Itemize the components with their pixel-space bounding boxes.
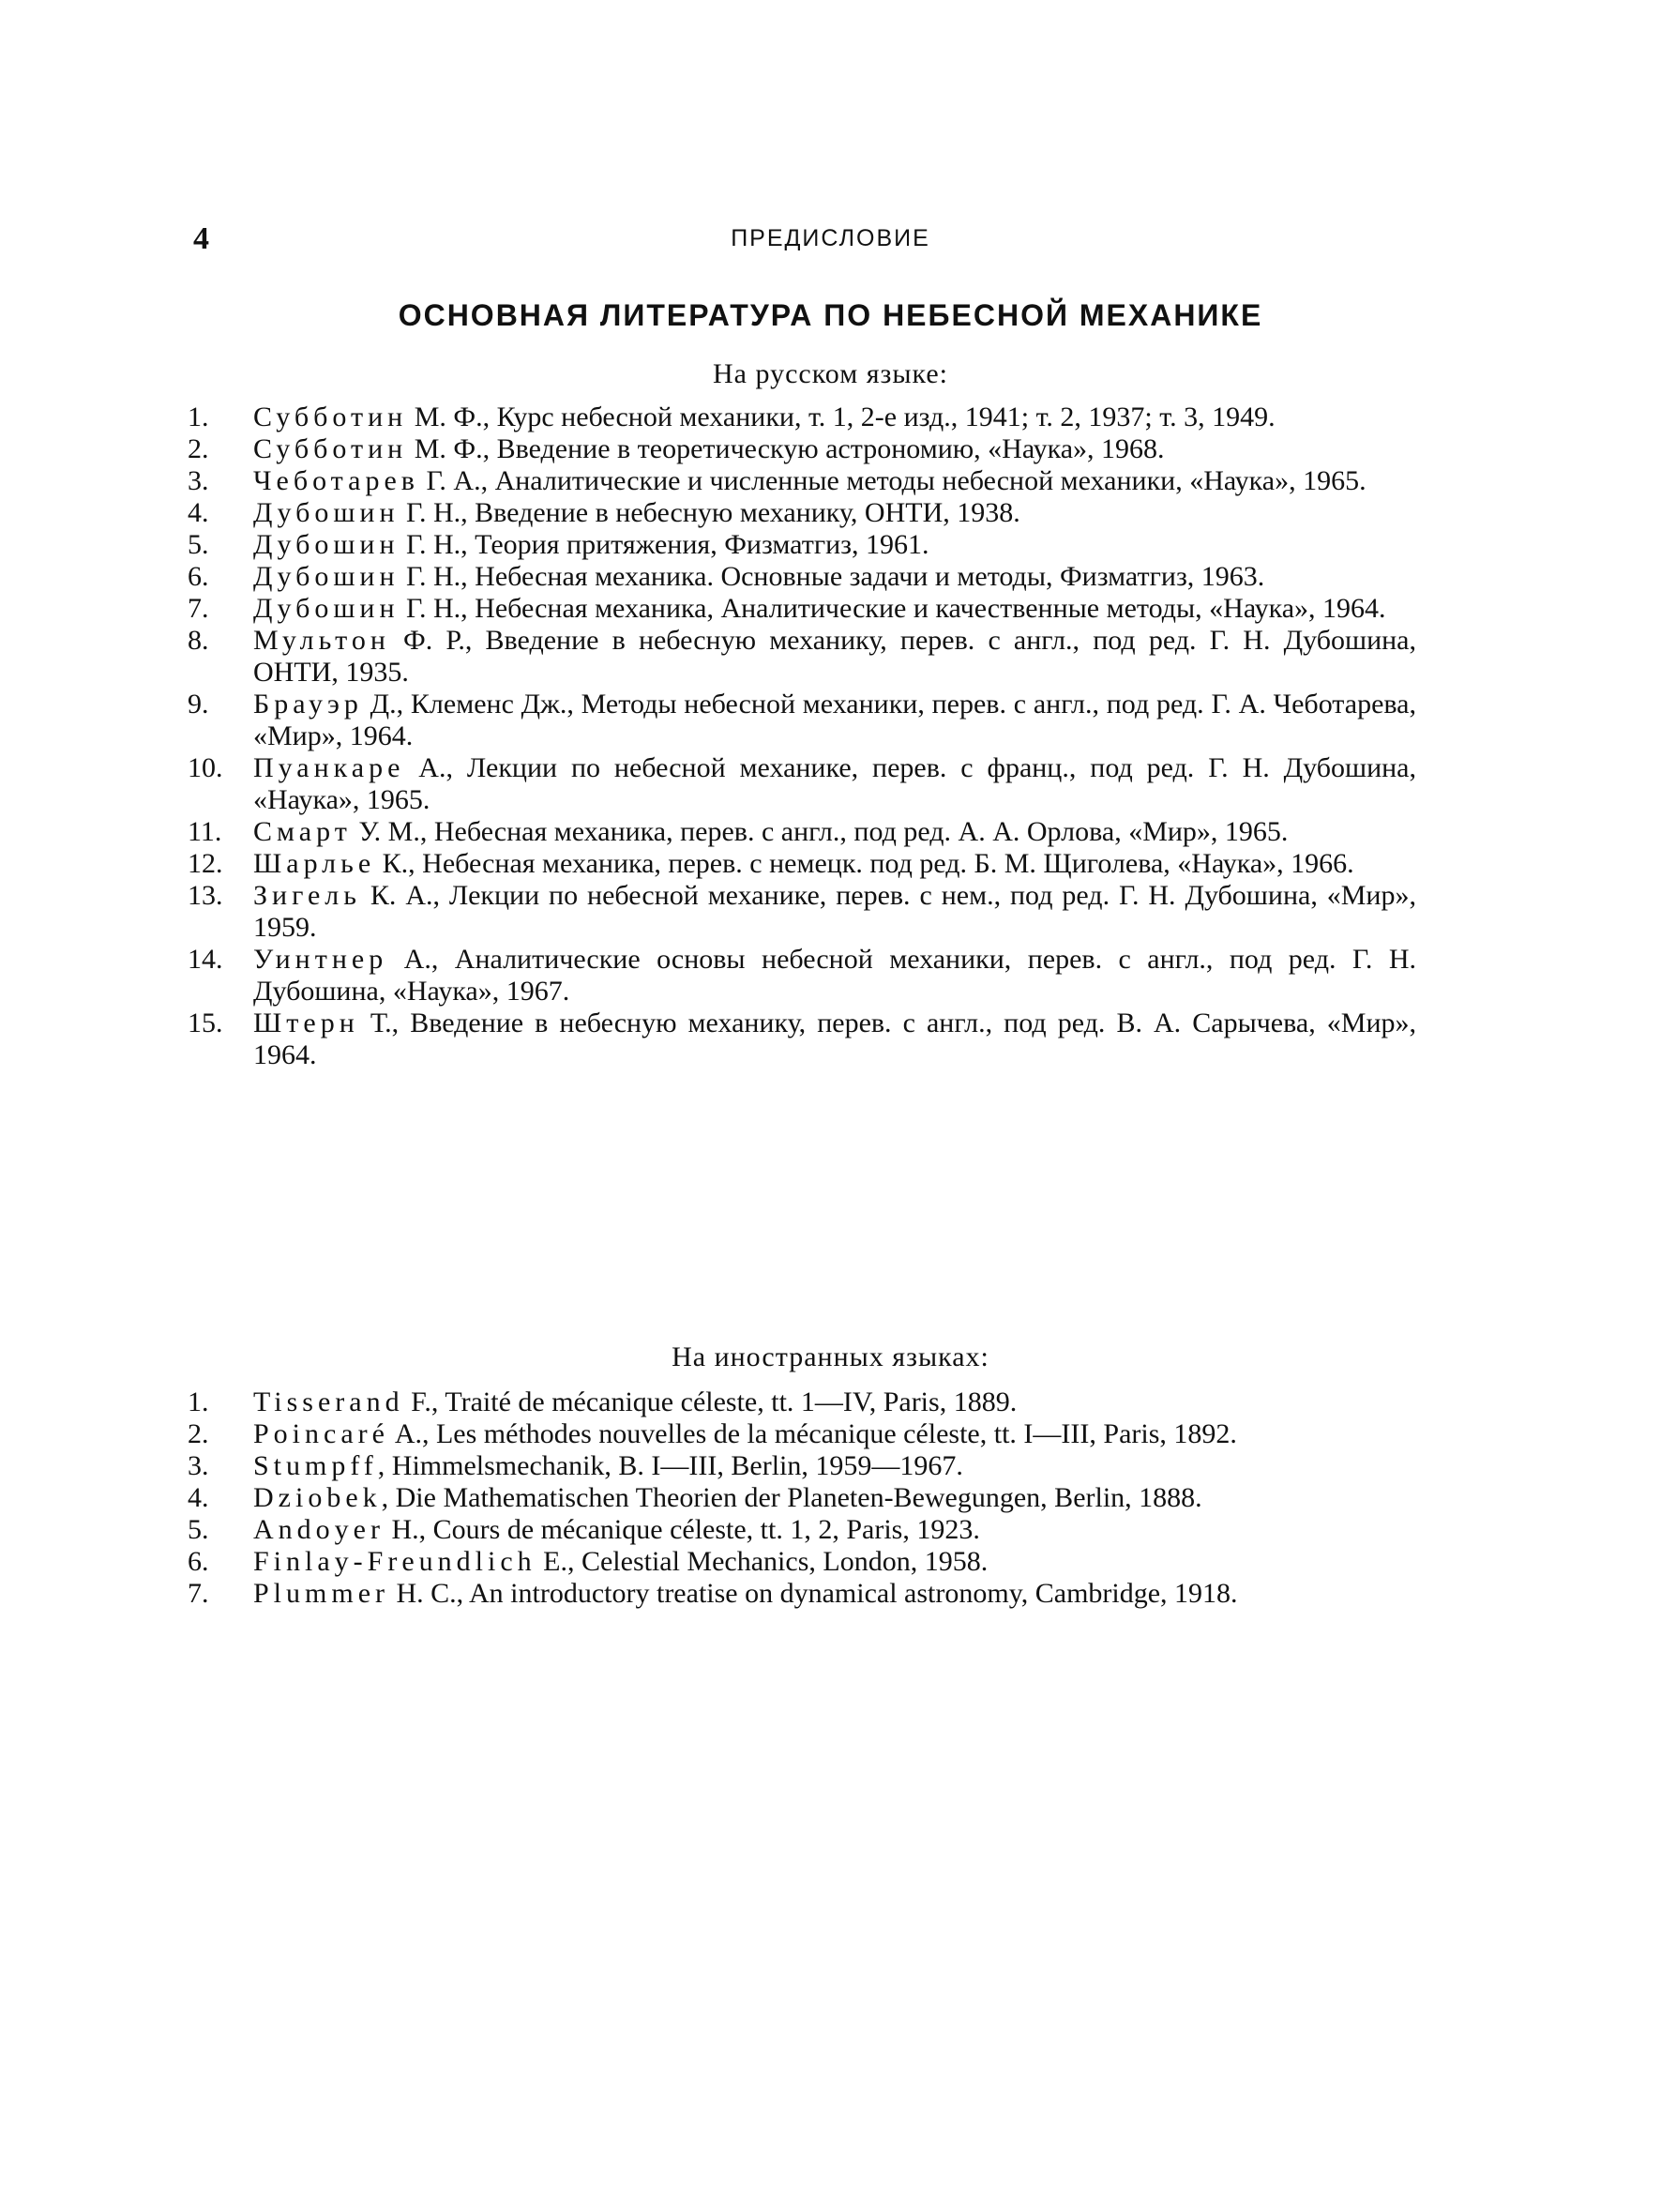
reference-item bbox=[188, 625, 1416, 689]
reference-author: Субботин bbox=[253, 433, 408, 464]
reference-number: 8. bbox=[188, 625, 209, 656]
reference-number: 11. bbox=[188, 816, 222, 847]
section-heading-russian: На русском языке: bbox=[713, 358, 948, 389]
running-head: ПРЕДИСЛОВИЕ bbox=[731, 225, 930, 251]
reference-text: К., Небесная механика, перев. с немецк. под ред. Б. М. Щиголева, «Наука», 1966. bbox=[375, 848, 1354, 879]
reference-text: Г. А., Аналитические и численные методы небесной механики, «Наука», 1965. bbox=[418, 465, 1367, 496]
reference-text: E., Celestial Mechanics, London, 1958. bbox=[536, 1546, 989, 1577]
reference-text: H. C., An introductory treatise on dynamical astronomy, Cambridge, 1918. bbox=[389, 1578, 1238, 1609]
reference-text: H., Cours de mécanique céleste, tt. 1, 2, Paris, 1923. bbox=[384, 1514, 980, 1545]
reference-author: Смарт bbox=[253, 816, 352, 847]
reference-item bbox=[188, 1418, 1416, 1450]
reference-item bbox=[188, 561, 1416, 593]
reference-number: 13. bbox=[188, 880, 223, 911]
reference-text: А., Аналитические основы небесной механики, перев. с англ., под ред. Г. Н. Дубошина, «Наука», 1967. bbox=[253, 944, 1416, 1007]
reference-item bbox=[188, 1482, 1416, 1514]
reference-text: М. Ф., Введение в теоретическую астрономию, «Наука», 1968. bbox=[407, 433, 1165, 464]
reference-author: Andoyer bbox=[253, 1514, 385, 1545]
page-title: ОСНОВНАЯ ЛИТЕРАТУРА ПО НЕБЕСНОЙ МЕХАНИКЕ bbox=[398, 298, 1263, 332]
reference-text: К. А., Лекции по небесной механике, перев. с нем., под ред. Г. Н. Дубошина, «Мир», 1959. bbox=[253, 880, 1416, 943]
reference-author: Штерн bbox=[253, 1008, 359, 1038]
reference-number: 2. bbox=[188, 1418, 209, 1449]
reference-text: A., Les méthodes nouvelles de la mécanique céleste, tt. I—III, Paris, 1892. bbox=[388, 1418, 1237, 1449]
reference-author: Мультон bbox=[253, 625, 390, 656]
reference-item bbox=[188, 1546, 1416, 1578]
reference-author: Dziobek bbox=[253, 1482, 382, 1513]
reference-item bbox=[188, 752, 1416, 816]
reference-number: 5. bbox=[188, 529, 209, 560]
section-heading-foreign: На иностранных языках: bbox=[672, 1341, 989, 1372]
reference-text: У. М., Небесная механика, перев. с англ., под ред. А. А. Орлова, «Мир», 1965. bbox=[351, 816, 1289, 847]
reference-text: , Die Mathematischen Theorien der Planeten-Bewegungen, Berlin, 1888. bbox=[381, 1482, 1202, 1513]
reference-number: 7. bbox=[188, 593, 209, 624]
reference-text: Г. Н., Введение в небесную механику, ОНТИ, 1938. bbox=[399, 497, 1020, 528]
reference-text: , Himmelsmechanik, B. I—III, Berlin, 1959—1967. bbox=[377, 1450, 963, 1481]
reference-item bbox=[188, 1386, 1416, 1418]
reference-item bbox=[188, 689, 1416, 752]
reference-item bbox=[188, 1450, 1416, 1482]
reference-item bbox=[188, 816, 1416, 848]
reference-item bbox=[188, 401, 1416, 433]
reference-number: 6. bbox=[188, 1546, 209, 1577]
page-number: 4 bbox=[193, 221, 209, 256]
reference-text: Г. Н., Небесная механика. Основные задачи и методы, Физматгиз, 1963. bbox=[399, 561, 1265, 592]
reference-number: 3. bbox=[188, 465, 209, 496]
reference-author: Finlay-Freundlich bbox=[253, 1546, 536, 1577]
reference-author: Stumpff bbox=[253, 1450, 378, 1481]
reference-number: 9. bbox=[188, 689, 209, 720]
reference-item bbox=[188, 433, 1416, 465]
reference-list-foreign bbox=[188, 1386, 1416, 1610]
reference-item bbox=[188, 1008, 1416, 1071]
reference-text: Г. Н., Небесная механика, Аналитические и качественные методы, «Наука», 1964. bbox=[399, 593, 1386, 624]
reference-author: Субботин bbox=[253, 401, 408, 432]
reference-author: Чеботарев bbox=[253, 465, 419, 496]
reference-text: Ф. Р., Введение в небесную механику, перев. с англ., под ред. Г. Н. Дубошина, ОНТИ, 1935. bbox=[253, 625, 1416, 688]
reference-author: Poincaré bbox=[253, 1418, 389, 1449]
reference-author: Дубошин bbox=[253, 529, 400, 560]
reference-item bbox=[188, 848, 1416, 880]
reference-author: Брауэр bbox=[253, 689, 363, 720]
reference-number: 1. bbox=[188, 1386, 209, 1417]
reference-number: 2. bbox=[188, 433, 209, 464]
reference-number: 7. bbox=[188, 1578, 209, 1609]
reference-author: Дубошин bbox=[253, 593, 400, 624]
reference-number: 5. bbox=[188, 1514, 209, 1545]
reference-number: 15. bbox=[188, 1008, 223, 1038]
reference-text: А., Лекции по небесной механике, перев. с франц., под ред. Г. Н. Дубошина, «Наука», 1965. bbox=[253, 752, 1416, 815]
reference-number: 4. bbox=[188, 497, 209, 528]
reference-author: Plummer bbox=[253, 1578, 389, 1609]
reference-author: Зигель bbox=[253, 880, 361, 911]
reference-item bbox=[188, 593, 1416, 625]
reference-text: Т., Введение в небесную механику, перев. с англ., под ред. В. А. Сарычева, «Мир», 1964. bbox=[253, 1008, 1416, 1070]
reference-number: 1. bbox=[188, 401, 209, 432]
reference-item bbox=[188, 497, 1416, 529]
reference-item bbox=[188, 880, 1416, 944]
reference-text: Д., Клеменс Дж., Методы небесной механики, перев. с англ., под ред. Г. А. Чеботарева, «Мир», 1964. bbox=[253, 689, 1416, 751]
reference-item bbox=[188, 529, 1416, 561]
reference-author: Шарлье bbox=[253, 848, 376, 879]
reference-number: 3. bbox=[188, 1450, 209, 1481]
reference-author: Дубошин bbox=[253, 561, 400, 592]
reference-item bbox=[188, 1514, 1416, 1546]
reference-number: 6. bbox=[188, 561, 209, 592]
reference-list-russian bbox=[188, 401, 1416, 1071]
reference-number: 14. bbox=[188, 944, 223, 975]
reference-item bbox=[188, 465, 1416, 497]
reference-author: Дубошин bbox=[253, 497, 400, 528]
reference-number: 10. bbox=[188, 752, 223, 783]
reference-author: Tisserand bbox=[253, 1386, 404, 1417]
reference-text: М. Ф., Курс небесной механики, т. 1, 2-е изд., 1941; т. 2, 1937; т. 3, 1949. bbox=[407, 401, 1276, 432]
reference-item bbox=[188, 1578, 1416, 1610]
reference-number: 12. bbox=[188, 848, 223, 879]
reference-author: Уинтнер bbox=[253, 944, 388, 975]
reference-number: 4. bbox=[188, 1482, 209, 1513]
reference-author: Пуанкаре bbox=[253, 752, 405, 783]
reference-text: F., Traité de mécanique céleste, tt. 1—IV, Paris, 1889. bbox=[403, 1386, 1018, 1417]
reference-item bbox=[188, 944, 1416, 1008]
reference-text: Г. Н., Теория притяжения, Физматгиз, 1961. bbox=[399, 529, 929, 560]
